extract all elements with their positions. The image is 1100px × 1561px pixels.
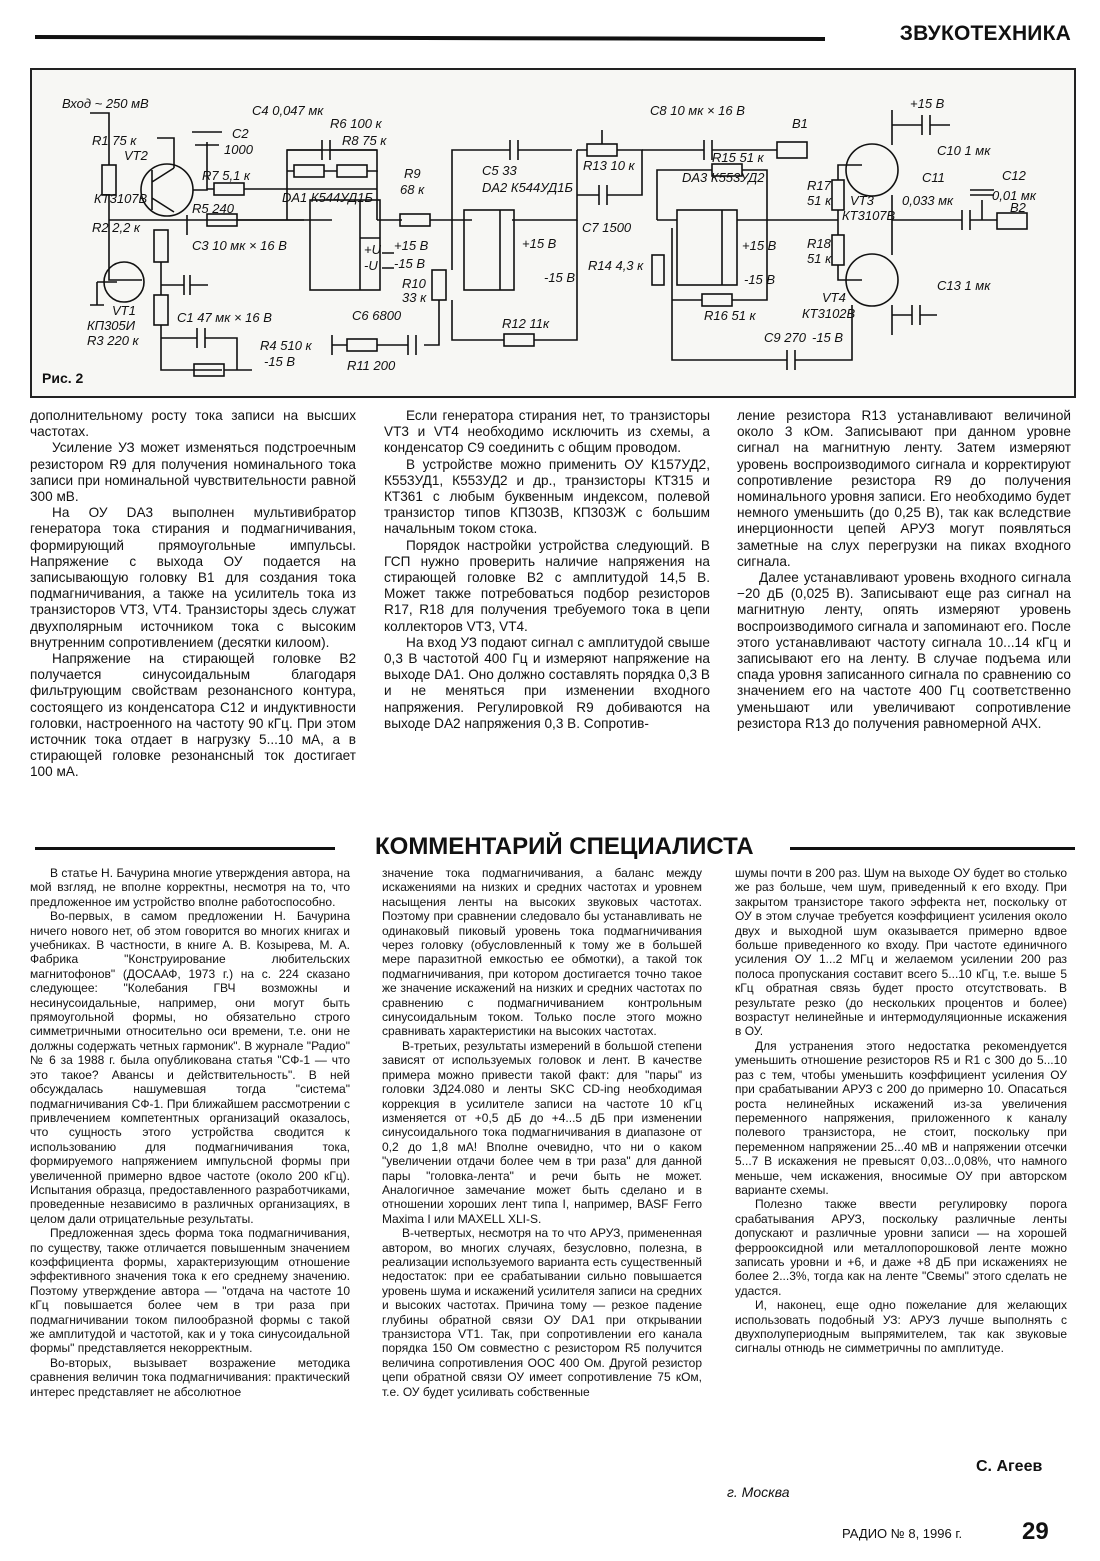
resistor-r8	[337, 165, 367, 177]
opamp-da3	[677, 210, 737, 285]
journal-footer: РАДИО № 8, 1996 г.	[842, 1526, 963, 1541]
label-da1: DA1 К544УД1Б	[282, 190, 373, 205]
article-column-1	[30, 408, 356, 781]
paragraph: ление резистора R13 устанавливают величиной около 3 кОм. Записывают при данном уровне сигнал на магнитную ленту. Затем измеряют уровень воспроизводимого сигнала и корректируют сопротивление резистора R9 до получения номинального уровня записи. Его необходимо будет немного уменьшить (до 0,25 В), так как вследствие инерционности цепей АРУЗ могут появляться заметные на слух перегрузки на пиках входного сигнала.	[737, 408, 1071, 569]
label-r12: R12 11к	[502, 316, 550, 331]
label-r4: R4 510 к	[260, 338, 312, 353]
label-plus15-da1: +15 В	[394, 238, 429, 253]
paragraph: И, наконец, еще одно пожелание для желающих использовать подобный УЗ: АРУЗ лучше выполнять с двухполупериодным выпрямителем, так как звуковые сигналы отнюдь не симметричны по амплитуде.	[735, 1298, 1067, 1356]
author-city: г. Москва	[727, 1484, 790, 1500]
paragraph: Предложенная здесь форма тока подмагничивания, по существу, также отличается повышенным значением коэффициента формы, характеризующим отношение эффективного значения тока к его среднему значению. Поэтому утверждение автора — "отдача на частоте 10 кГц повышается более чем в три раза при подмагничивании током пилообразной формы с такой же амплитудой и частотой, как и у тока синусоидальной формы" представляется некорректным.	[30, 1226, 350, 1356]
paragraph: шумы почти в 200 раз. Шум на выходе ОУ будет во столько же раз больше, чем шум, приведенный к его входу. При закрытом транзисторе такого эффекта нет, поскольку от ОУ в этом случае требуется коэффициент усиления около двух и выходной шум оказывается примерно вдвое больше приведенного ко входу. При частоте единичного усиления ОУ 1...2 МГц и желаемом усилении 200 раз полоса пропускания составит всего 5...10 кГц, т.е. выше 5 кГц обратная связь будет просто отсутствовать. В результате резко (до нескольких процентов и более) возрастут нелинейные и интермодуляционные искажения в ОУ.	[735, 866, 1067, 1039]
label-r6: R6 100 к	[330, 116, 382, 131]
transistor-vt3	[846, 144, 898, 196]
resistor-r9	[400, 214, 430, 226]
resistor-r6	[294, 165, 324, 177]
resistor-r3	[154, 295, 168, 325]
label-mu-da1: -U	[364, 258, 378, 273]
label-r15: R15 51 к	[712, 150, 764, 165]
label-r9: R9	[404, 166, 421, 181]
section-title: ЗВУКОТЕХНИКА	[899, 22, 1071, 45]
resistor-r10	[432, 270, 446, 300]
paragraph: Во-вторых, вызывает возражение методика сравнения величин тока подмагничивания: практический интерес представляет не абсолютное	[30, 1355, 350, 1399]
comment-title: КОММЕНТАРИЙ СПЕЦИАЛИСТА	[375, 833, 754, 860]
paragraph: Если генератора стирания нет, то транзисторы VT3 и VT4 необходимо исключить из схемы, а конденсатор C9 соединить с общим проводом.	[384, 408, 710, 456]
label-r8: R8 75 к	[342, 133, 387, 148]
label-da3: DA3 К553УД2	[682, 170, 765, 185]
label-r3: R3 220 к	[87, 333, 139, 348]
label-minus15-da2: -15 В	[544, 270, 576, 285]
resistor-r18	[832, 235, 844, 265]
label-c12: C12	[1002, 168, 1026, 183]
paragraph: дополнительному росту тока записи на высших частотах.	[30, 408, 356, 440]
resistor-r11	[347, 339, 377, 351]
label-c12-val: 0,01 мк	[992, 188, 1036, 203]
paragraph: В-четвертых, несмотря на то что АРУЗ, примененная автором, во многих случаях, безусловно, полезна, в реализации используемого варианта есть существенный недостаток: при ее срабатывании сильно повышается уровень шума и искажений усилителя записи на средних и высоких частотах. Причина тому — резкое падение глубины обратной связи ОУ DA1 при открывании транзистора VT1. Так, при сопротивлении его канала порядка 150 Ом совместно с резистором R5 получится величина сопротивления ООС 400 Ом. Другой резистор цепи обратной связи ОУ имеет сопротивление 75 кОм, т.е. ОУ будет усиливать собственные	[382, 1226, 702, 1399]
resistor-r13	[587, 144, 617, 156]
label-c10: C10 1 мк	[937, 143, 991, 158]
section-header	[30, 22, 1075, 44]
label-r18-val: 51 к	[807, 251, 832, 266]
comment-column-3	[735, 866, 1067, 1356]
paragraph: Для устранения этого недостатка рекомендуется уменьшить отношение резисторов R5 и R1 с 300 до 5...10 раз с тем, чтобы уменьшить коэффициент усиления ОУ при срабатывании АРУЗ с 200 до примерно 10. Опасаться роста нелинейных искажений из-за увеличения переменного напряжения, приложенного к каналу полевого транзистора, не стоит, поскольку при переменном напряжении 25...40 мВ и напряжении отсечки 5...7 В искажения не превысят 0,03...0,08%, что намного меньше, чем искажения, вносимые ОУ при авторском варианте схемы.	[735, 1038, 1067, 1197]
label-da2: DA2 К544УД1Б	[482, 180, 573, 195]
label-vt3: VT3	[850, 193, 874, 208]
label-vt3-type: КТ3107В	[842, 208, 896, 223]
label-r11: R11 200	[347, 358, 396, 373]
comment-column-1	[30, 866, 350, 1399]
paragraph: На ОУ DA3 выполнен мультивибратор генератора тока стирания и подмагничивания, формирующий прямоугольные импульсы. Напряжение с выхода ОУ подается на записывающую головку B1 для создания тока подмагничивания, а также на усилитель тока из транзисторов VT3, VT4. Транзисторы здесь служат двухполярным источником тока с высоким внутренним сопротивлением (десятки килоом).	[30, 505, 356, 650]
resistor-r7	[214, 183, 244, 195]
resistor-r2	[154, 230, 168, 262]
paragraph: значение тока подмагничивания, а баланс между искажениями на низких и средних частотах и уровнем насыщения ленты на высоких звуковых частотах. Поэтому при сравнении следовало бы устанавливать не одинаковый пиковый уровень тока подмагничивания через головку (обусловленный к тому же в большей мере паразитной емкостью ее обмотки), а такой ток подмагничивания, при котором достигается точно такое же значение искажений на низких и средних частотах по сравнению с подмагничиванием контрольным синусоидальным током. Только после этого можно сравнивать характеристики на высоких частотах.	[382, 866, 702, 1039]
label-r16: R16 51 к	[704, 308, 756, 323]
label-b2: B2	[1010, 200, 1026, 215]
label-c11-val: 0,033 мк	[902, 193, 954, 208]
paragraph: В устройстве можно применить ОУ К157УД2, К553УД1, К553УД2 и др., транзисторы КТ315 и КТ361 с любым буквенным индексом, полевой транзистор типов КП303В, КП303Ж с большим начальным током стока.	[384, 456, 710, 537]
label-input: Вход ~ 250 мВ	[62, 96, 149, 111]
article-column-3	[737, 408, 1071, 732]
paragraph: В-третьих, результаты измерений в большой степени зависят от используемых головок и лент. В качестве примера можно привести такой факт: для "пары" из головки 3Д24.080 и ленты SKC CD-ing необходимая коррекция в усилителе записи на частоте 10 кГц изменяется от +0,5 дБ до +4...5 дБ при изменении синусоидального тока подмагничивания в диапазоне от 0,2 до 1,8 мА! Вполне очевидно, что ни о каком "увеличении отдачи более чем в три раза" для данной пары "головка-лента" и речи быть не может. Аналогичное замечание может быть сделано и в отношении хороших лент типа I, например, BASF Ferro Maxima I или MAXELL XLI-S.	[382, 1038, 702, 1226]
opamp-da2	[464, 210, 514, 290]
label-plus15-da2: +15 В	[522, 236, 557, 251]
comment-header	[30, 833, 1075, 863]
head-b1	[777, 142, 807, 158]
label-c2-val: 1000	[224, 142, 253, 157]
label-c9: C9 270	[764, 330, 806, 345]
label-r14: R14 4,3 к	[588, 258, 644, 273]
label-b1: B1	[792, 116, 808, 131]
label-r1: R1 75 к	[92, 133, 137, 148]
paragraph: На вход УЗ подают сигнал с амплитудой свыше 0,3 В частотой 400 Гц и измеряют напряжение на выходе DA1. Оно должно составлять порядка 0,3 В и не меняться при изменении входного напряжения. Регулировкой R9 добиваются на выходе DA2 напряжения 0,3 В. Сопротив-	[384, 634, 710, 731]
label-r18: R18	[807, 236, 831, 251]
label-r17: R17	[807, 178, 831, 193]
label-vt2: VT2	[124, 148, 148, 163]
resistor-r12	[504, 334, 534, 346]
label-r13: R13 10 к	[583, 158, 635, 173]
label-minus15-out: -15 В	[812, 330, 844, 345]
label-c4: C4 0,047 мк	[252, 103, 324, 118]
resistor-r16	[702, 294, 732, 306]
paragraph: Напряжение на стирающей головке B2 получается синусоидальным благодаря фильтрующим свойствам резонансного контура, состоящего из конденсатора C12 и индуктивности головки, настроенного на частоту 90 кГц. При этом источник тока отдает в нагрузку 5...10 мА, а в стирающей головке резонансный ток достигает 100 мА.	[30, 651, 356, 780]
label-minus15-da1: -15 В	[394, 256, 426, 271]
label-vt2-type: КТ3107В	[94, 191, 148, 206]
article-column-2	[384, 408, 710, 732]
paragraph: Усиление УЗ может изменяться подстроечным резистором R9 для получения номинального тока записи при номинальной чувствительности равной 300 мВ.	[30, 440, 356, 505]
label-r17-val: 51 к	[807, 193, 832, 208]
label-c8: C8 10 мк × 16 В	[650, 103, 745, 118]
label-vt1-type: КП305И	[87, 318, 136, 333]
paragraph: Порядок настройки устройства следующий. В ГСП нужно проверить наличие напряжения на стирающей головке B2 с амплитудой 14,5 В. Может также потребоваться подбор резисторов R17, R18 для получения требуемого тока в цепи коллекторов VT3, VT4.	[384, 537, 710, 634]
header-rule-left	[35, 847, 335, 850]
label-plus15-da3: +15 В	[742, 238, 777, 253]
label-minus15-da3: -15 В	[744, 272, 776, 287]
label-c1: C1 47 мк × 16 В	[177, 310, 272, 325]
label-c6: C6 6800	[352, 308, 402, 323]
label-c3: C3 10 мк × 16 В	[192, 238, 287, 253]
resistor-r17	[832, 180, 844, 210]
page-number: 29	[1022, 1518, 1049, 1545]
label-r10: R10	[402, 276, 426, 291]
header-rule-right	[790, 847, 1075, 850]
label-pu-da1: +U	[364, 242, 381, 257]
paragraph: Далее устанавливают уровень входного сигнала −20 дБ (0,025 В). Записывают еще раз сигнал на магнитную ленту, опять измеряют уровень воспроизводимого сигнала и запоминают его. После этого устанавливают частоту сигнала 10...14 кГц и записывают его на ленту. В случае подъема или спада уровня записанного сигнала по сравнению со значением его на частоте 400 Гц соответственно уменьшают или увеличивают сопротивление резистора R13 до получения равномерной АЧХ.	[737, 570, 1071, 731]
paragraph: В статье Н. Бачурина многие утверждения автора, на мой взгляд, не вполне корректны, несмотря на то, что предложенное им устройство вполне работоспособно.	[30, 866, 350, 909]
comment-column-2	[382, 866, 702, 1399]
label-vt4-type: КТ3102В	[802, 306, 856, 321]
label-plus15-top: +15 В	[910, 96, 945, 111]
circuit-diagram	[32, 70, 1074, 396]
label-r9-val: 68 к	[400, 182, 425, 197]
label-c7: C7 1500	[582, 220, 632, 235]
label-r10-val: 33 к	[402, 290, 427, 305]
paragraph: Полезно также ввести регулировку порога срабатывания АРУЗ, поскольку различные ленты допускают и различные уровни записи — на хорошей феррооксидной или металлопорошковой ленте можно записать уровни и +6, и даже +8 дБ при искажениях не более 2...3%, тогда как на ленте "Свемы" этого сделать не удастся.	[735, 1197, 1067, 1298]
label-c2: C2	[232, 126, 249, 141]
label-c13: C13 1 мк	[937, 278, 991, 293]
label-c11: C11	[922, 170, 945, 185]
author-signature: С. Агеев	[976, 1458, 1043, 1475]
label-vt4: VT4	[822, 290, 846, 305]
label-r2: R2 2,2 к	[92, 220, 141, 235]
paragraph: Во-первых, в самом предложении Н. Бачурина ничего нового нет, об этом говорится во многих книгах и учебниках. В частности, в книге А. В. Козырева, М. А. Фабрика "Конструирование любительских магнитофонов" (ДОСААФ, 1973 г.) на с. 224 сказано следующее: "Колебания ГВЧ возможны и несинусоидальные, например, они могут быть прямоугольной формы, но обязательно строго симметричными относительно оси времени, т.е. они не должны содержать четных гармоник". В журнале "Радио" № 6 за 1988 г. была опубликована статья "СФ-1 — что это такое? Авансы и действительность". В ней обсуждалась нашумевшая тогда "система" подмагничивания СФ-1. При ближайшем рассмотрении с привлечением компетентных организаций оказалось, что сущность этого устройства сводится к использованию для подмагничивания тока, формируемого напряжением импульсной формы при увеличенной примерно вдвое частоте (около 200 кГц). Испытания образца, предоставленного разработчиками, проведенные независимо в различных организациях, в целом дали отрицательные результаты.	[30, 909, 350, 1226]
label-c5: C5 33	[482, 163, 517, 178]
label-r4-supply: -15 В	[264, 354, 296, 369]
resistor-r14	[652, 255, 664, 285]
header-rule	[35, 35, 825, 41]
head-b2	[997, 213, 1027, 229]
label-r5: R5 240	[192, 201, 234, 216]
label-r7: R7 5,1 к	[202, 168, 251, 183]
schematic-figure	[30, 68, 1076, 398]
figure-caption: Рис. 2	[42, 370, 84, 386]
label-vt1: VT1	[112, 303, 136, 318]
